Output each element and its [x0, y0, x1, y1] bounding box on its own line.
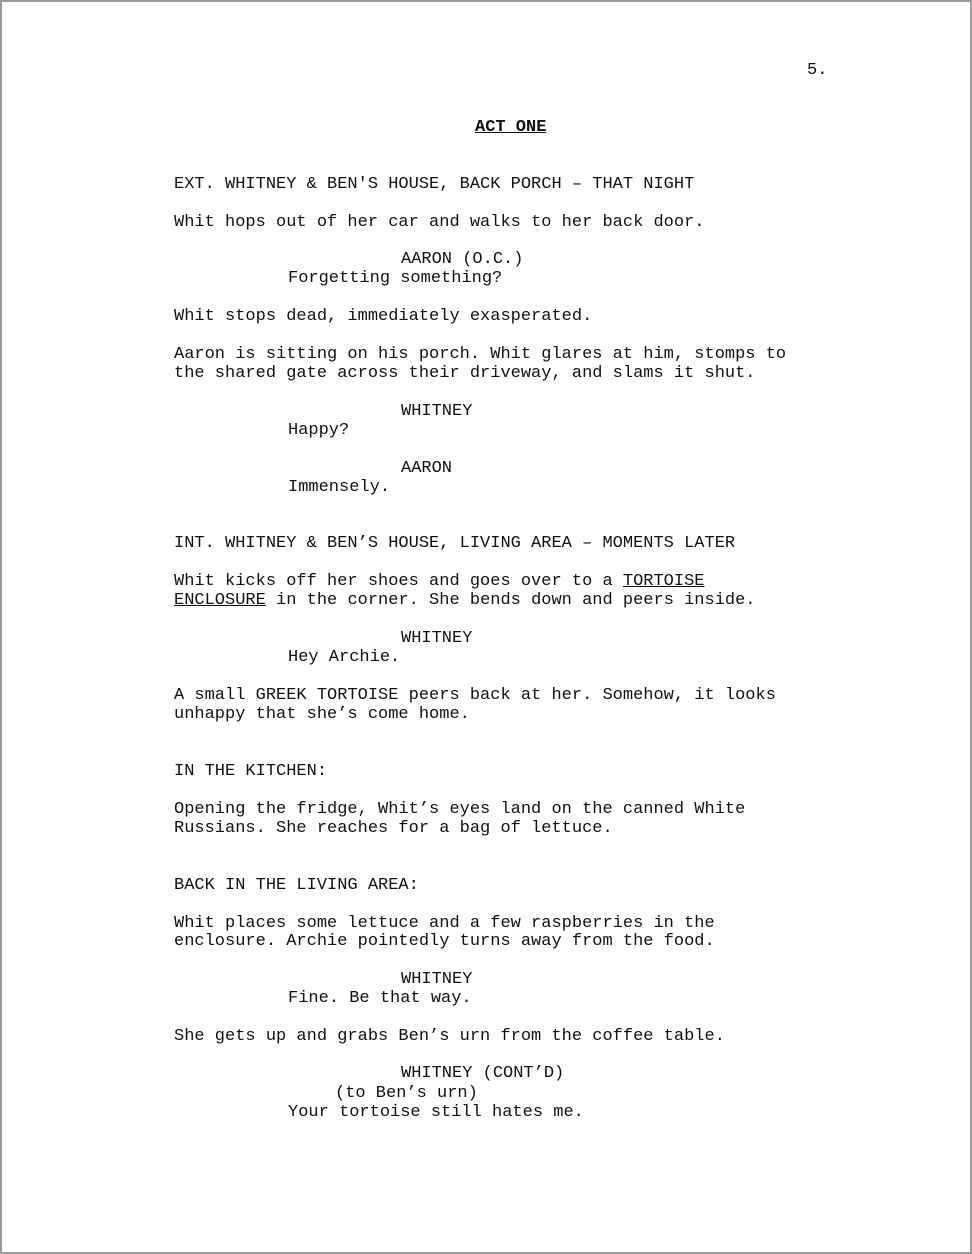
action-line: Whit hops out of her car and walks to her back door. [174, 213, 705, 232]
action-line: She gets up and grabs Ben’s urn from the coffee table. [174, 1027, 725, 1046]
character-name: WHITNEY (CONT’D) [401, 1064, 565, 1083]
action-line [174, 591, 756, 610]
action-line: Whit stops dead, immediately exasperated. [174, 307, 593, 326]
dialogue-line: Hey Archie. [288, 648, 401, 667]
action-line: Russians. She reaches for a bag of lettuce. [174, 819, 613, 838]
dialogue-line: Forgetting something? [288, 269, 503, 288]
dialogue-line: Happy? [288, 421, 350, 440]
act-heading: ACT ONE [475, 118, 547, 137]
underlined-prop: TORTOISE [622, 572, 705, 591]
dialogue-line: Fine. Be that way. [288, 989, 472, 1008]
action-text: in the corner. She bends down and peers inside. [265, 591, 756, 610]
action-line: the shared gate across their driveway, and slams it shut. [174, 364, 756, 383]
dialogue-line: Immensely. [288, 478, 391, 497]
scene-heading: EXT. WHITNEY & BEN'S HOUSE, BACK PORCH – THAT NIGHT [174, 175, 695, 194]
dialogue-line: Your tortoise still hates me. [288, 1103, 584, 1122]
action-line: A small GREEK TORTOISE peers back at her. Somehow, it looks [174, 686, 776, 705]
scene-heading: INT. WHITNEY & BEN’S HOUSE, LIVING AREA – MOMENTS LATER [174, 534, 736, 553]
action-line: Opening the fridge, Whit’s eyes land on the canned White [174, 800, 746, 819]
action-line: enclosure. Archie pointedly turns away from the food. [174, 932, 715, 951]
page-number: 5. [807, 61, 828, 80]
action-text: Whit kicks off her shoes and goes over to a [174, 572, 623, 591]
character-name: WHITNEY [401, 629, 473, 648]
action-line: unhappy that she’s come home. [174, 705, 470, 724]
parenthetical: (to Ben’s urn) [335, 1084, 478, 1103]
action-line: Whit places some lettuce and a few raspberries in the [174, 914, 715, 933]
action-line [174, 572, 705, 591]
underlined-prop: ENCLOSURE [174, 591, 266, 610]
sub-heading: BACK IN THE LIVING AREA: [174, 876, 419, 895]
character-name: AARON (O.C.) [401, 250, 524, 269]
sub-heading: IN THE KITCHEN: [174, 762, 328, 781]
character-name: WHITNEY [401, 402, 473, 421]
character-name: WHITNEY [401, 970, 473, 989]
character-name: AARON [401, 459, 453, 478]
action-line: Aaron is sitting on his porch. Whit glares at him, stomps to [174, 345, 787, 364]
